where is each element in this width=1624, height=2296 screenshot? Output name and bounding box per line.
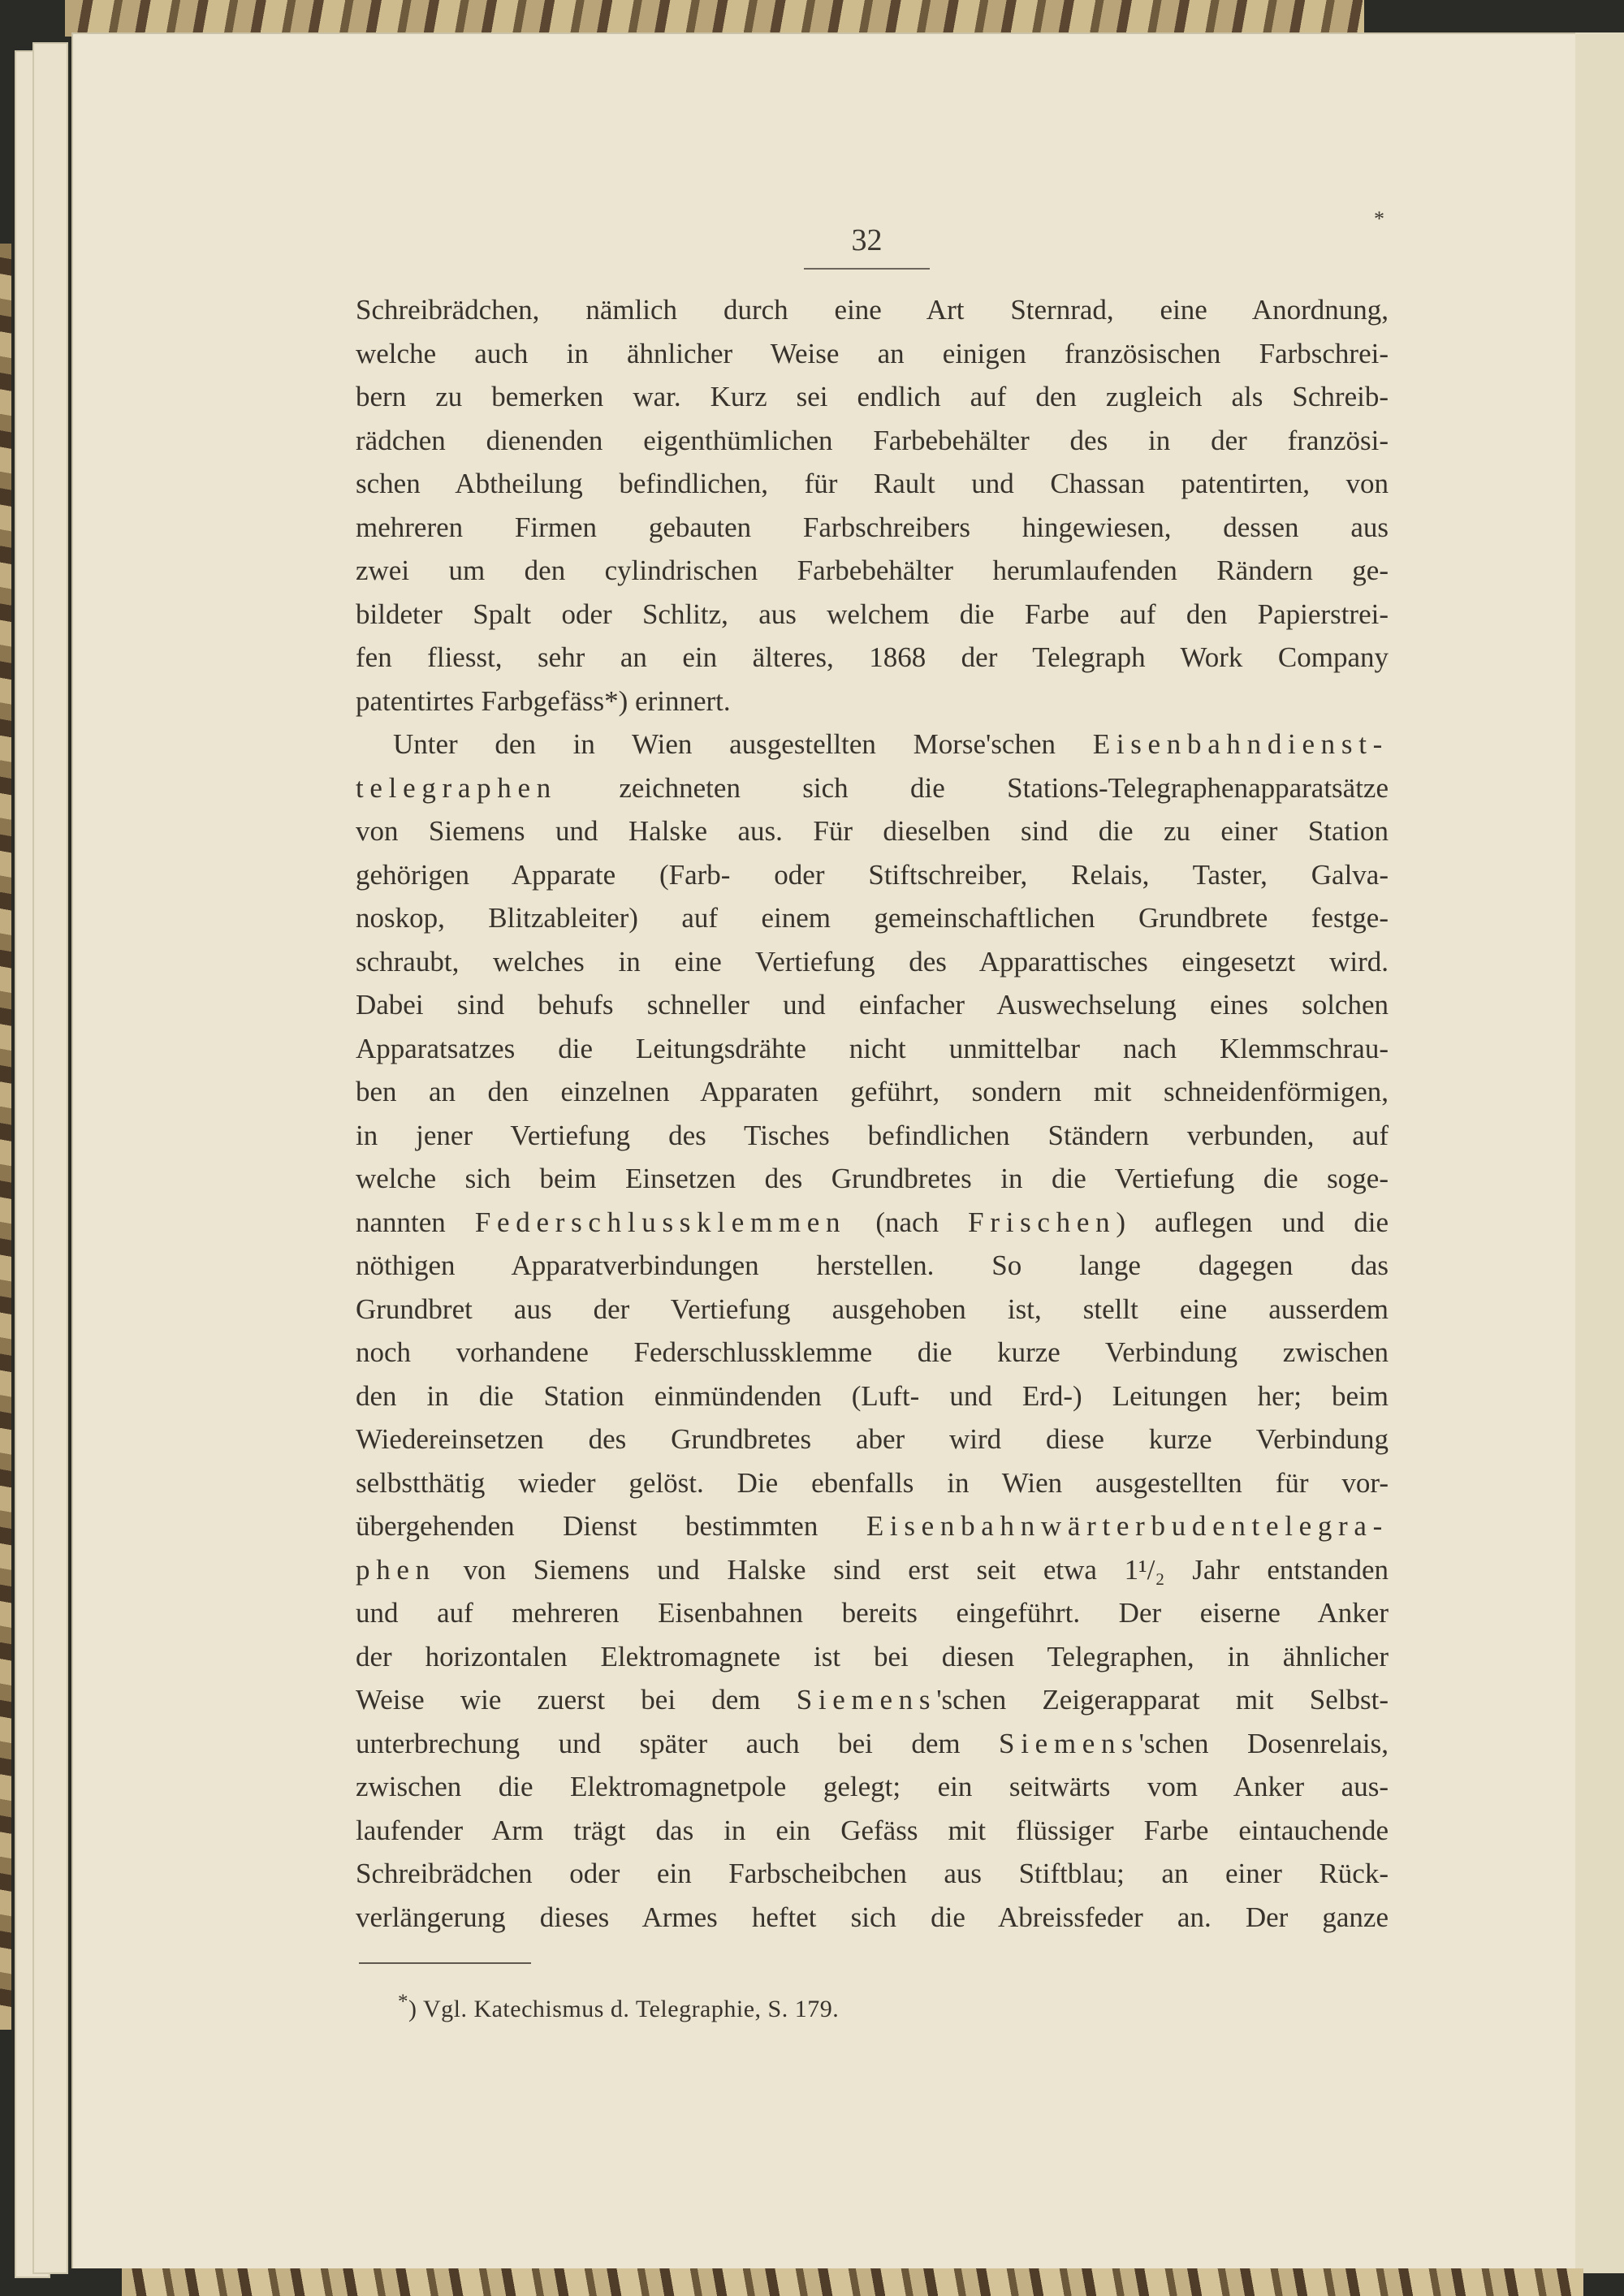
text-line xyxy=(356,983,1389,1027)
text-line xyxy=(356,1809,1389,1853)
text-segment: Apparatsatzes die Leitungsdrähte nicht unmittelbar nach Klemmschrau- xyxy=(356,1032,1389,1064)
text-line xyxy=(356,896,1389,940)
spaced-emphasis: Frischen xyxy=(968,1206,1116,1238)
marbled-bottom-edge xyxy=(122,2268,1583,2296)
footnote xyxy=(398,1991,839,2023)
text-line xyxy=(356,1765,1389,1809)
page-number: 32 xyxy=(851,223,883,257)
text-line xyxy=(356,1678,1389,1722)
text-line xyxy=(356,1896,1389,1940)
text-line xyxy=(356,1591,1389,1635)
text-line xyxy=(356,940,1389,984)
text-line xyxy=(356,766,1389,810)
text-segment: den in die Station einmündenden (Luft- und Erd-) Leitungen her; beim xyxy=(356,1379,1389,1412)
text-segment: Dabei sind behufs schneller und einfacher Auswechselung eines solchen xyxy=(356,989,1389,1021)
text-line xyxy=(356,1548,1389,1592)
text-line xyxy=(356,419,1389,463)
text-line xyxy=(356,506,1389,550)
page-number-rule xyxy=(804,268,930,270)
text-line xyxy=(356,593,1389,637)
text-segment: 'schen Dosenrelais, xyxy=(1138,1727,1389,1759)
text-segment: 'schen Zeigerapparat mit Selbst- xyxy=(936,1684,1389,1716)
text-line xyxy=(356,288,1389,332)
text-line xyxy=(356,375,1389,419)
text-segment: welche sich beim Einsetzen des Grundbretes in die Vertiefung die soge- xyxy=(356,1163,1389,1194)
text-line xyxy=(356,1244,1389,1288)
text-segment: patentirtes Farbgefäss*) erinnert. xyxy=(356,684,731,717)
text-line xyxy=(356,1722,1389,1766)
spaced-emphasis: Eisenbahndienst- xyxy=(1092,728,1389,760)
text-line xyxy=(356,1157,1389,1201)
text-segment: Schreibrädchen oder ein Farbscheibchen aus Stiftblau; an einer Rück- xyxy=(356,1858,1389,1889)
text-segment: von Siemens und Halske sind erst seit etwa 1¹/₂ Jahr entstanden xyxy=(435,1553,1389,1586)
text-segment: zeichneten sich die Stations-Telegraphenapparatsätze xyxy=(556,771,1389,804)
spaced-emphasis: Siemens xyxy=(796,1684,937,1716)
text-segment: übergehenden Dienst bestimmten xyxy=(356,1510,866,1542)
spaced-emphasis: Eisenbahnwärterbudentelegra- xyxy=(866,1510,1389,1542)
text-segment: in jener Vertiefung des Tisches befindlichen Ständern verbunden, auf xyxy=(356,1119,1389,1151)
text-line xyxy=(356,809,1389,853)
text-segment: fen fliesst, sehr an ein älteres, 1868 der Telegraph Work Company xyxy=(356,641,1389,673)
text-line xyxy=(356,1114,1389,1158)
text-segment: Schreibrädchen, nämlich durch eine Art Sternrad, eine Anordnung, xyxy=(356,294,1389,326)
footnote-rule xyxy=(359,1962,531,1964)
text-segment: ) auflegen und die xyxy=(1116,1206,1389,1238)
text-segment: zwischen die Elektromagnetpole gelegt; ein seitwärts vom Anker aus- xyxy=(356,1771,1389,1802)
text-line xyxy=(356,1288,1389,1331)
text-segment: rädchen dienenden eigenthümlichen Farbebehälter des in der französi- xyxy=(356,424,1389,456)
text-segment: gehörigen Apparate (Farb- oder Stiftschreiber, Relais, Taster, Galva- xyxy=(356,858,1389,891)
text-segment: der horizontalen Elektromagnete ist bei diesen Telegraphen, in ähnlicher xyxy=(356,1640,1389,1672)
text-segment: mehreren Firmen gebauten Farbschreibers hingewiesen, dessen aus xyxy=(356,511,1389,543)
text-line xyxy=(356,680,1389,723)
text-line xyxy=(356,1331,1389,1375)
text-segment: bildeter Spalt oder Schlitz, aus welchem die Farbe auf den Papierstrei- xyxy=(356,598,1389,630)
text-segment: bern zu bemerken war. Kurz sei endlich auf den zugleich als Schreib- xyxy=(356,381,1389,412)
marbled-left-edge xyxy=(0,244,11,2030)
text-line xyxy=(356,1070,1389,1114)
text-segment: ben an den einzelnen Apparaten geführt, sondern mit schneidenförmigen, xyxy=(356,1076,1389,1107)
stray-mark: * xyxy=(1374,207,1384,231)
text-line xyxy=(356,1201,1389,1245)
right-page-edge xyxy=(1574,32,1624,2273)
spaced-emphasis: Federschlussklemmen xyxy=(474,1206,847,1238)
text-line xyxy=(356,462,1389,506)
footnote-marker: * xyxy=(398,1991,408,2013)
text-segment: von Siemens und Halske aus. Für dieselben sind die zu einer Station xyxy=(356,815,1389,847)
text-segment: laufender Arm trägt das in ein Gefäss mit flüssiger Farbe eintauchende xyxy=(356,1814,1389,1846)
text-segment: selbstthätig wieder gelöst. Die ebenfalls in Wien ausgestellten für vor- xyxy=(356,1466,1389,1499)
text-segment: Unter den in Wien ausgestellten Morse'schen xyxy=(393,728,1093,760)
text-segment: nannten xyxy=(356,1206,475,1238)
text-line xyxy=(356,1852,1389,1896)
text-line xyxy=(356,1375,1389,1418)
text-segment: unterbrechung und später auch bei dem xyxy=(356,1727,1000,1759)
text-line xyxy=(356,723,1389,766)
body-text xyxy=(356,288,1389,1939)
text-segment: welche auch in ähnlicher Weise an einigen französischen Farbschrei- xyxy=(356,337,1389,369)
text-line xyxy=(356,853,1389,897)
text-line xyxy=(356,1635,1389,1679)
spaced-emphasis: telegraphen xyxy=(356,771,557,804)
spaced-emphasis: phen xyxy=(356,1553,436,1586)
text-line xyxy=(356,1504,1389,1548)
text-segment: verlängerung dieses Armes heftet sich die Abreissfeder an. Der ganze xyxy=(356,1901,1389,1933)
text-segment: Grundbret aus der Vertiefung ausgehoben ist, stellt eine ausserdem xyxy=(356,1293,1389,1325)
footnote-text: ) Vgl. Katechismus d. Telegraphie, S. 179. xyxy=(408,1996,840,2022)
text-segment: nöthigen Apparatverbindungen herstellen. So lange dagegen das xyxy=(356,1249,1389,1281)
text-segment: Weise wie zuerst bei dem xyxy=(356,1684,797,1716)
text-segment: noskop, Blitzableiter) auf einem gemeinschaftlichen Grundbrete festge- xyxy=(356,902,1389,934)
text-line xyxy=(356,636,1389,680)
text-line xyxy=(356,549,1389,593)
text-segment: Wiedereinsetzen des Grundbretes aber wird diese kurze Verbindung xyxy=(356,1423,1389,1455)
page-stack-edge xyxy=(32,42,68,2274)
text-line xyxy=(356,332,1389,376)
text-segment: schen Abtheilung befindlichen, für Rault und Chassan patentirten, von xyxy=(356,468,1389,499)
text-line xyxy=(356,1027,1389,1071)
text-segment: noch vorhandene Federschlussklemme die kurze Verbindung zwischen xyxy=(356,1336,1389,1368)
text-segment: (nach xyxy=(846,1206,969,1238)
text-segment: zwei um den cylindrischen Farbebehälter herumlaufenden Rändern ge- xyxy=(356,555,1389,586)
spaced-emphasis: Siemens xyxy=(999,1727,1139,1759)
text-line xyxy=(356,1461,1389,1505)
text-segment: und auf mehreren Eisenbahnen bereits eingeführt. Der eiserne Anker xyxy=(356,1597,1389,1629)
marbled-top-edge xyxy=(65,0,1364,37)
text-segment: schraubt, welches in eine Vertiefung des Apparattisches eingesetzt wird. xyxy=(356,945,1389,978)
text-line xyxy=(356,1418,1389,1461)
